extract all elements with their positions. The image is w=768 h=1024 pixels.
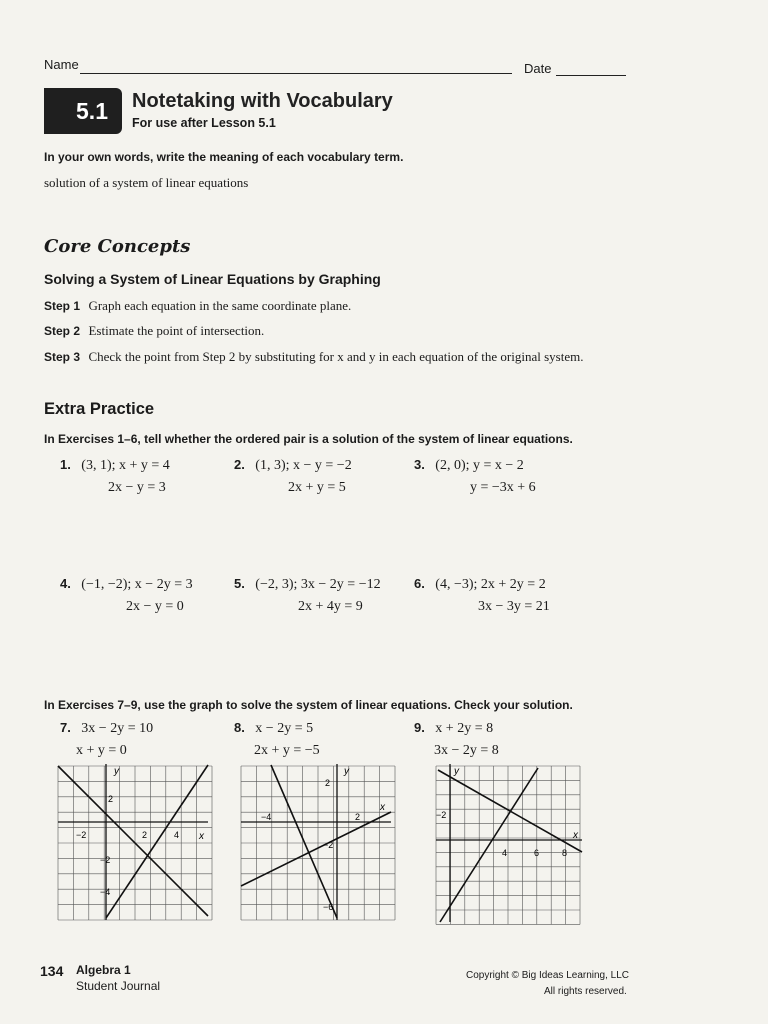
tick-label: −6 (323, 902, 334, 912)
graph-7 (50, 760, 220, 930)
step-label: Step 3 (44, 350, 81, 364)
exercise-equation-1: (3, 1); x + y = 4 (81, 458, 170, 473)
exercise-equation-2: 2x − y = 0 (126, 599, 184, 614)
exercise-number: 3. (414, 457, 425, 472)
tick-label: −2 (100, 855, 111, 865)
exercise-3 (414, 456, 536, 496)
tick-label: 6 (534, 848, 540, 858)
book-title: Algebra 1 (76, 963, 131, 977)
exercise-equation-1: (−2, 3); 3x − 2y = −12 (255, 577, 381, 592)
graph-8 (233, 760, 403, 930)
exercises-7-9-instruction: In Exercises 7–9, use the graph to solve the system of linear equations. Check your solution. (44, 698, 573, 712)
tick-label: 2 (325, 778, 331, 788)
tick-label: −2 (436, 810, 447, 820)
exercise-number: 1. (60, 457, 71, 472)
exercise-equation-2: 3x − 3y = 21 (478, 599, 550, 614)
graph-9 (432, 760, 592, 930)
exercise-equation-1: x − 2y = 5 (255, 721, 314, 736)
y-axis-label: y (454, 766, 459, 777)
exercise-number: 5. (234, 576, 245, 591)
exercise-equation-1: 3x − 2y = 10 (81, 721, 154, 736)
page-number: 134 (40, 963, 64, 979)
tick-label: 4 (502, 848, 508, 858)
x-axis-label: x (573, 830, 578, 841)
tick-label: 2 (355, 812, 361, 822)
exercise-number: 9. (414, 720, 425, 735)
exercise-equation-2: y = −3x + 6 (470, 480, 536, 495)
exercise-number: 7. (60, 720, 71, 735)
exercise-equation-2: 2x − y = 3 (108, 480, 166, 495)
y-axis-label: y (344, 766, 349, 777)
y-axis-label: y (114, 766, 119, 777)
vocab-instruction: In your own words, write the meaning of each vocabulary term. (44, 150, 404, 164)
exercise-equation-2: 2x + 4y = 9 (298, 599, 363, 614)
exercise-4 (60, 575, 193, 615)
step-2 (44, 322, 744, 340)
exercise-equation-2: 3x − 2y = 8 (434, 743, 499, 758)
graph-grid (241, 766, 395, 920)
exercise-equation-1: (4, −3); 2x + 2y = 2 (435, 577, 546, 592)
tick-label: 8 (562, 848, 568, 858)
page-title: Notetaking with Vocabulary (132, 90, 393, 112)
step-text: Estimate the point of intersection. (88, 323, 265, 338)
name-line[interactable] (80, 73, 512, 74)
graph-line (440, 768, 538, 922)
extra-practice-heading: Extra Practice (44, 400, 155, 418)
graph-line (106, 765, 208, 918)
journal-title: Student Journal (76, 979, 161, 993)
exercise-equation-2: 2x + y = 5 (288, 480, 346, 495)
step-3 (44, 348, 744, 366)
step-label: Step 2 (44, 324, 81, 338)
exercise-equation-1: (2, 0); y = x − 2 (435, 458, 524, 473)
page-subtitle: For use after Lesson 5.1 (132, 116, 276, 130)
tick-label: −2 (323, 840, 334, 850)
graph-line (58, 766, 208, 916)
exercise-equation-1: x + 2y = 8 (435, 721, 494, 736)
exercise-equation-2: x + y = 0 (76, 743, 127, 758)
exercise-equation-1: (−1, −2); x − 2y = 3 (81, 577, 193, 592)
step-label: Step 1 (44, 299, 81, 313)
exercise-2 (234, 456, 352, 496)
exercise-1 (60, 456, 170, 496)
section-badge (44, 88, 122, 134)
rights: All rights reserved. (544, 986, 627, 997)
tick-label: 4 (174, 830, 180, 840)
section-number: 5.1 (76, 97, 108, 124)
tick-label: 2 (108, 794, 114, 804)
exercise-8 (234, 719, 320, 759)
x-axis-label: x (199, 831, 204, 842)
tick-label: −4 (261, 812, 272, 822)
exercise-9 (414, 719, 499, 759)
core-concepts-subheading: Solving a System of Linear Equations by Graphing (44, 271, 381, 287)
exercise-number: 6. (414, 576, 425, 591)
tick-label: −4 (100, 887, 111, 897)
core-concepts-heading: Core Concepts (44, 236, 191, 257)
step-1 (44, 297, 744, 315)
graph-grid (436, 766, 580, 924)
tick-label: 2 (142, 830, 148, 840)
name-label: Name (44, 57, 79, 72)
step-text: Graph each equation in the same coordinate plane. (88, 298, 352, 313)
date-label: Date (524, 61, 552, 76)
step-text: Check the point from Step 2 by substituting for x and y in each equation of the original system. (88, 349, 584, 364)
vocab-term: solution of a system of linear equations (44, 175, 249, 190)
exercise-number: 2. (234, 457, 245, 472)
exercise-7 (60, 719, 153, 759)
exercise-equation-1: (1, 3); x − y = −2 (255, 458, 352, 473)
exercise-6 (414, 575, 550, 615)
exercise-number: 8. (234, 720, 245, 735)
tick-label: −2 (76, 830, 87, 840)
graph-line (241, 812, 391, 886)
copyright: Copyright © Big Ideas Learning, LLC (466, 970, 630, 981)
date-line[interactable] (556, 75, 626, 76)
exercises-1-6-instruction: In Exercises 1–6, tell whether the ordered pair is a solution of the system of linear equations. (44, 432, 573, 446)
exercise-number: 4. (60, 576, 71, 591)
exercise-5 (234, 575, 381, 615)
x-axis-label: x (380, 802, 385, 813)
exercise-equation-2: 2x + y = −5 (254, 743, 320, 758)
